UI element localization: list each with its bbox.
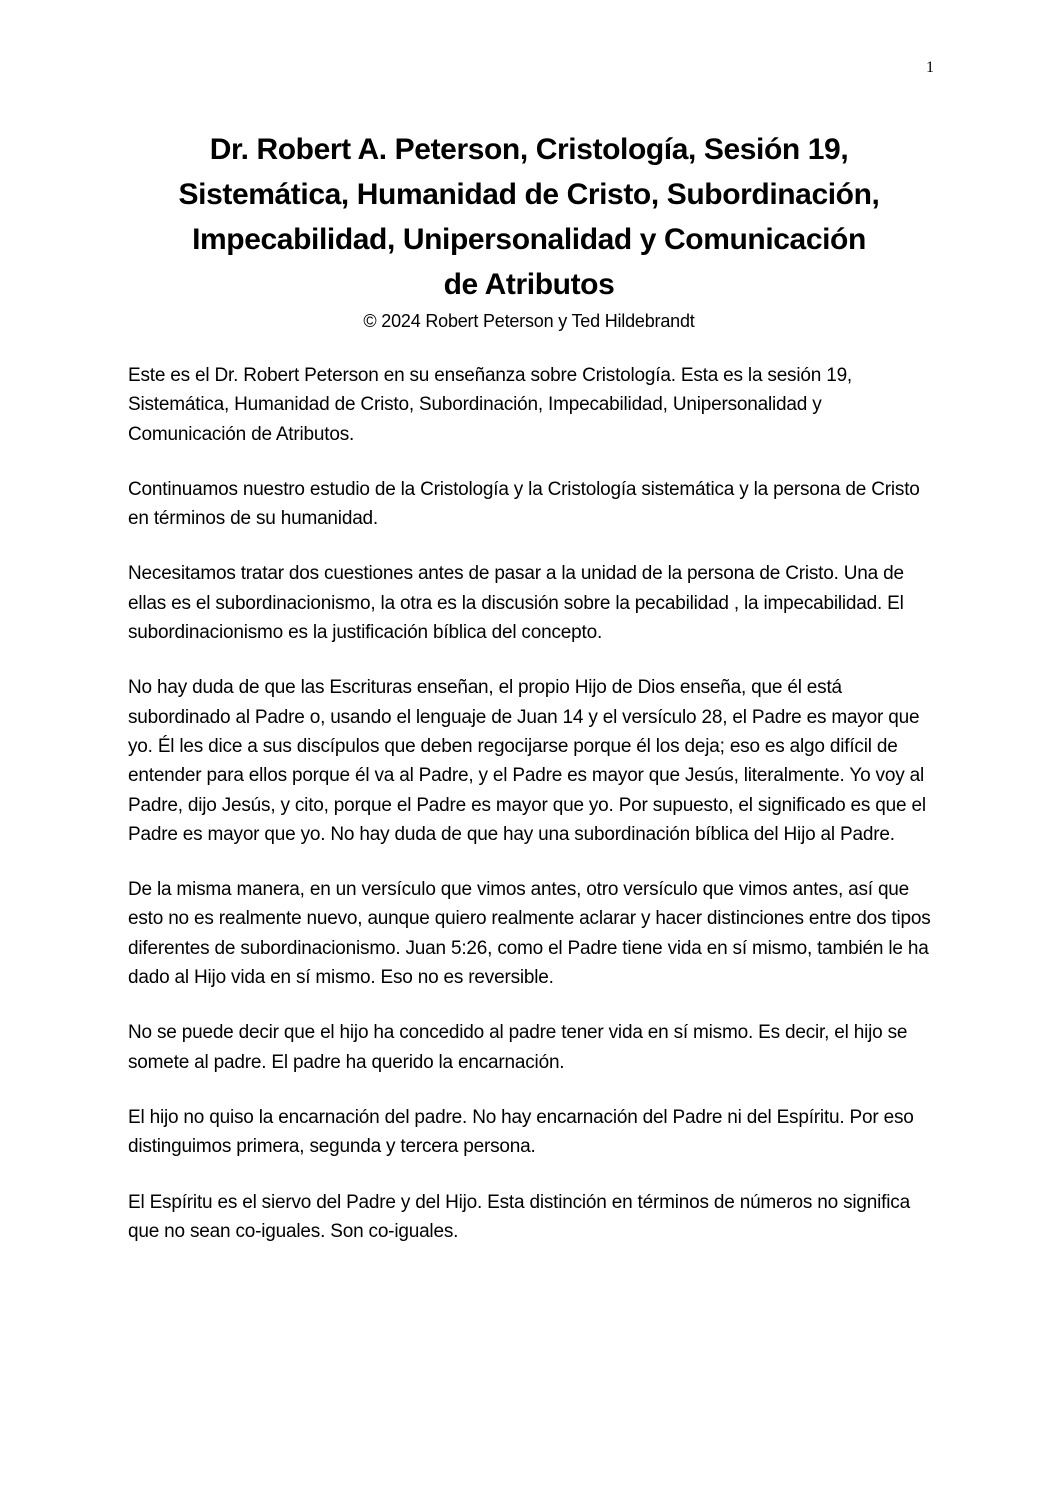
paragraph-4: No hay duda de que las Escrituras enseñan, el propio Hijo de Dios enseña, que él está subordinado al Padre o, usando el lenguaje de Juan 14 y el versículo 28, el Padre es mayor que yo. Él les dice a sus discípulos que deben regocijarse porque él los deja; eso es algo difícil de entender para ellos porque él va al Padre, y el Padre es mayor que Jesús, literalmente. Yo voy al Padre, dijo Jesús, y cito, porque el Padre es mayor que yo. Por supuesto, el significado es que el Padre es mayor que yo. No hay duda de que hay una subordinación bíblica del Hijo al Padre. xyxy=(128,677,926,845)
title-line-3: Impecabilidad, Unipersonalidad y Comunicación xyxy=(192,223,866,256)
document-title xyxy=(64,127,994,307)
paragraph-1: Este es el Dr. Robert Peterson en su enseñanza sobre Cristología. Esta es la sesión 19, Sistemática, Humanidad de Cristo, Subordinación, Impecabilidad, Unipersonalidad y Comunicación de Atributos. xyxy=(128,365,853,445)
title-line-2: Sistemática, Humanidad de Cristo, Subordinación, xyxy=(178,178,880,211)
paragraph-7: El hijo no quiso la encarnación del padre. No hay encarnación del Padre ni del Espíritu. Por eso distinguimos primera, segunda y tercera persona. xyxy=(128,1106,914,1158)
document-body xyxy=(128,361,934,1272)
paragraph-3: Necesitamos tratar dos cuestiones antes de pasar a la unidad de la persona de Cristo. Una de ellas es el subordinacionismo, la otra es la discusión sobre la pecabilidad , la impecabilidad. El subordinacionismo es la justificación bíblica del concepto. xyxy=(128,563,904,644)
copyright-line: © 2024 Robert Peterson y Ted Hildebrandt xyxy=(363,311,695,331)
title-line-1: Dr. Robert A. Peterson, Cristología, Sesión 19, xyxy=(209,133,849,166)
paragraph-8: El Espíritu es el siervo del Padre y del Hijo. Esta distinción en términos de números no significa que no sean co-iguales. Son co-iguales. xyxy=(128,1191,910,1242)
paragraph-6: No se puede decir que el hijo ha concedido al padre tener vida en sí mismo. Es decir, el hijo se somete al padre. El padre ha querido la encarnación. xyxy=(128,1022,908,1073)
title-line-4: de Atributos xyxy=(443,268,615,301)
paragraph-5: De la misma manera, en un versículo que vimos antes, otro versículo que vimos antes, así que esto no es realmente nuevo, aunque quiero realmente aclarar y hacer distinciones entre dos tipos diferentes de subordinacionismo. Juan 5:26, como el Padre tiene vida en sí mismo, también le ha dado al Hijo vida en sí mismo. Eso no es reversible. xyxy=(128,879,931,989)
page-number: 1 xyxy=(926,59,934,76)
paragraph-2: Continuamos nuestro estudio de la Cristología y la Cristología sistemática y la persona de Cristo en términos de su humanidad. xyxy=(128,478,920,530)
